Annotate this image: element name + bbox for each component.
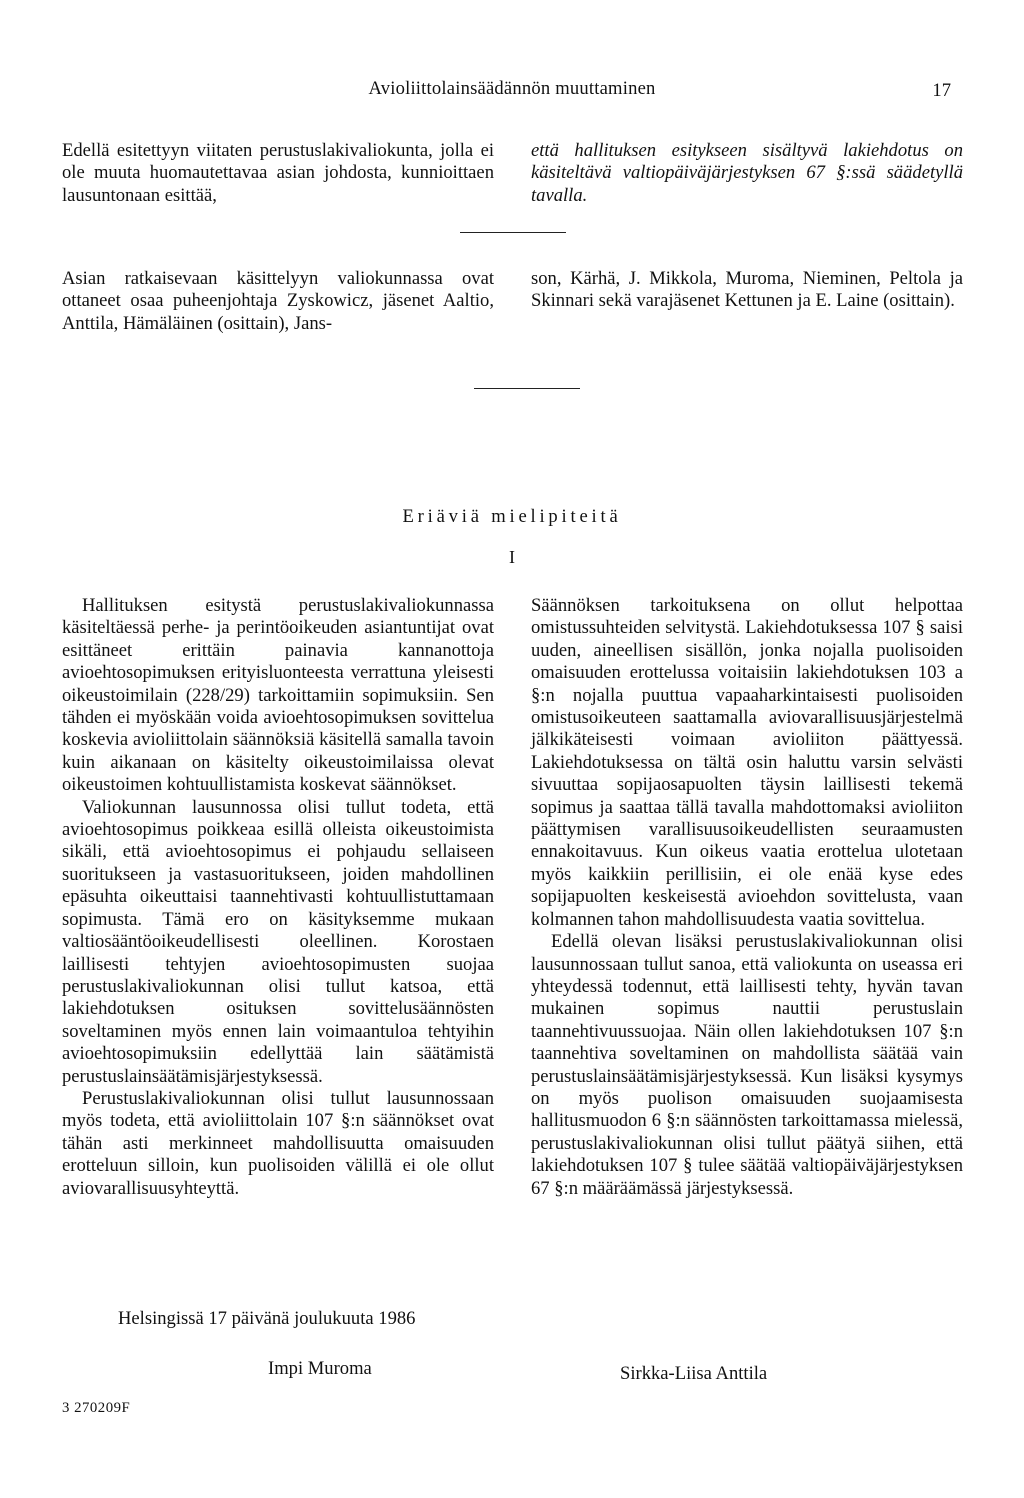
dissent-paragraph: Perustuslakivaliokunnan olisi tullut lausunnossaan myös todeta, että avioliittolain 107 §:n säännökset ovat tähän asti merkinneet mahdollisuutta omaisuuden erotteluun silloin, kun puolisoiden välillä ei ole ollut aviovarallisuusyhteyttä. [62, 1087, 494, 1199]
dissent-paragraph: Hallituksen esitystä perustuslakivaliokunnassa käsiteltäessä perhe- ja perintöoikeuden asiantuntijat ovat esittäneet erittäin painavia kannanottoja avioehtosopimuksen erityisluonteesta verrattuna yleisesti oikeustoimilain (228/29) tarkoittamiin sopimuksiin. Sen tähden ei myöskään voida avioehtosopimuksen sovittelua koskevia avioliittolain säännöksiä käsitellä samalla tavoin kuin aikanaan on käsitelty oikeustoimilaissa olevat oikeustoimen kohtuullistamista koskevat säännökset. [62, 595, 494, 796]
attendance-right-column [531, 268, 963, 313]
attendance-left-column [62, 268, 494, 335]
dissent-left-column [62, 595, 494, 1200]
dissent-heading: Eriäviä mielipiteitä [402, 506, 622, 527]
intro-statement-paragraph: Edellä esitettyyn viitaten perustuslakivaliokunta, jolla ei ole muuta huomautettavaa asian johdosta, kunnioittaen lausuntonaan esittää, [62, 140, 494, 206]
signatory-name: Sirkka-Liisa Anttila [620, 1363, 768, 1384]
dissent-number: I [509, 547, 515, 567]
intro-conclusion-paragraph: että hallituksen esitykseen sisältyvä lakiehdotus on käsiteltävä valtiopäiväjärjestyksen 67 §:ssä säädetyllä tavalla. [531, 140, 963, 206]
intro-right-column [531, 140, 963, 207]
signature-place-date: Helsingissä 17 päivänä joulukuuta 1986 [118, 1308, 416, 1329]
section-divider [460, 232, 566, 233]
intro-left-column [62, 140, 494, 207]
signatory-name: Impi Muroma [268, 1358, 372, 1379]
dissent-paragraph: Valiokunnan lausunnossa olisi tullut todeta, että avioehtosopimus poikkeaa esillä olleista oikeustoimista sikäli, että avioehtosopimus ei pohjaudu sellaiseen suoritukseen ja vastasuoritukseen, joiden mahdollinen epäsuhta oikeuttaisi taannehtivasti kohtuullistuttamaan sopimusta. Tämä ero on käsityksemme mukaan valtiosääntöoikeudellisesti oleellinen. Korostaen laillisesti tehtyjen avioehtosopimusten suojaa perustuslakivaliokunnan olisi tullut katsoa, että lakiehdotuksen osituksen sovittelusäännösten soveltaminen myös ennen lain voimaantuloa tehtyihin avioehtosopimuksiin edellyttää lain säätämistä perustuslainsäätämisjärjestyksessä. [62, 796, 494, 1087]
dissent-right-column [531, 595, 963, 1200]
attendance-paragraph-start: Asian ratkaisevaan käsittelyyn valiokunnassa ovat ottaneet osaa puheenjohtaja Zyskowicz, jäsenet Aaltio, Anttila, Hämäläinen (osittain), Jans- [62, 268, 494, 334]
page-number: 17 [932, 80, 951, 101]
attendance-paragraph-end: son, Kärhä, J. Mikkola, Muroma, Nieminen, Peltola ja Skinnari sekä varajäsenet Kettunen ja E. Laine (osittain). [531, 268, 963, 312]
running-header-title: Avioliittolainsäädännön muuttaminen [368, 78, 656, 99]
section-divider [474, 388, 580, 389]
dissent-paragraph: Edellä olevan lisäksi perustuslakivaliokunnan olisi lausunnossaan tullut sanoa, että valiokunta on useassa eri yhteydessä todennut, että laillisesti tehty, hyvän tavan mukainen sopimus nauttii perustuslain taannehtivuussuojaa. Näin ollen lakiehdotuksen 107 §:n taannehtiva soveltaminen on mahdollista säätää vain perustuslainsäätämisjärjestyksessä. Kun lisäksi kysymys on myös puolison omaisuuden suojaamisesta hallitusmuodon 6 §:n säännösten tarkoittamassa mielessä, perustuslakivaliokunnan olisi tullut päätyä siihen, että lakiehdotuksen 107 § tulee säätää valtiopäiväjärjestyksen 67 §:n määräämässä järjestyksessä. [531, 931, 963, 1199]
print-code: 3 270209F [62, 1400, 131, 1416]
dissent-paragraph: Säännöksen tarkoituksena on ollut helpottaa omistussuhteiden selvitystä. Lakiehdotuksessa 107 § saisi uuden, aineellisen sisällön, jonka nojalla puolisoiden omaisuuden erottelussa voitaisiin lakiehdotuksen 103 a §:n nojalla puuttua vapaaharkintaisesti puolisoiden omistusoikeuteen saattamalla aviovarallisuusjärjestelmä jälkikäteisesti voimaan avioliiton päättyessä. Lakiehdotuksessa on tältä osin haluttu varsin selvästi sivuuttaa sopijaosapuolten täysin laillisesti tekemä sopimus ja saattaa tällä tavalla mahdottomaksi avioliiton päättymisen varallisuusoikeudellisten seuraamusten ennakoitavuus. Kun oikeus vaatia erottelua ulotetaan myös kaikkiin perillisiin, ei ole enää kyse edes sopijapuolten keskeisestä avioehdon sovittelusta, vaan kolmannen tahon mahdollisuudesta vaatia sovittelua. [531, 595, 963, 930]
